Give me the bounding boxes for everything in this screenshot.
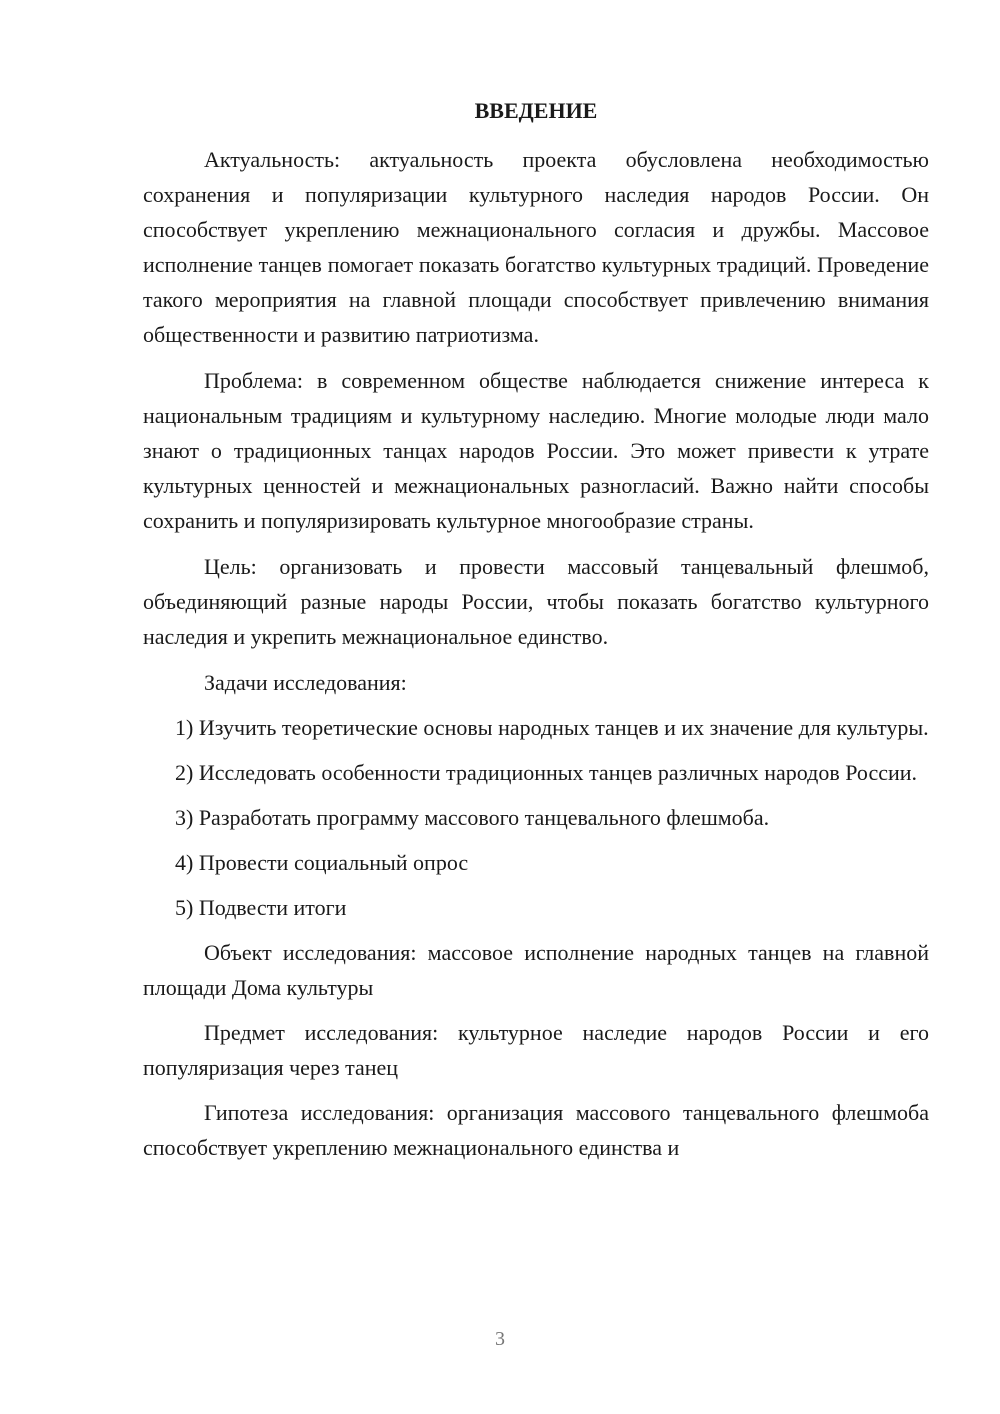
page-number: 3 — [495, 1328, 505, 1350]
object-paragraph: Объект исследования: массовое исполнение народных танцев на главной площади Дома культуры — [143, 940, 929, 1000]
hypothesis-paragraph: Гипотеза исследования: организация массового танцевального флешмоба способствует укреплению межнационального единства и — [143, 1100, 929, 1160]
page-title: ВВЕДЕНИЕ — [474, 98, 598, 123]
goal-paragraph: Цель: организовать и провести массовый танцевальный флешмоб, объединяющий разные народы России, чтобы показать богатство культурного наследия и укрепить межнациональное единство. — [143, 554, 929, 649]
tasks-heading: Задачи исследования: — [204, 670, 407, 695]
subject-paragraph: Предмет исследования: культурное наследие народов России и его популяризация через танец — [143, 1020, 929, 1080]
relevance-paragraph: Актуальность: актуальность проекта обусловлена необходимостью сохранения и популяризации культурного наследия народов России. Он способствует укреплению межнационального согласия и дружбы. Массовое исполнение танцев помогает показать богатство культурных традиций. Проведение такого мероприятия на главной площади способствует привлечению внимания общественности и развитию патриотизма. — [143, 147, 929, 347]
task-item: 5) Подвести итоги — [175, 895, 347, 920]
task-item: 1) Изучить теоретические основы народных танцев и их значение для культуры. — [175, 715, 929, 740]
task-item: 2) Исследовать особенности традиционных танцев различных народов России. — [175, 760, 918, 785]
problem-paragraph: Проблема: в современном обществе наблюдается снижение интереса к национальным традициям и культурному наследию. Многие молодые люди мало знают о традиционных танцах народов России. Это может привести к утрате культурных ценностей и межнациональных разногласий. Важно найти способы сохранить и популяризировать культурное многообразие страны. — [143, 368, 929, 533]
task-item: 4) Провести социальный опрос — [175, 850, 469, 875]
task-item: 3) Разработать программу массового танцевального флешмоба. — [175, 805, 770, 830]
document-body — [143, 142, 929, 1165]
